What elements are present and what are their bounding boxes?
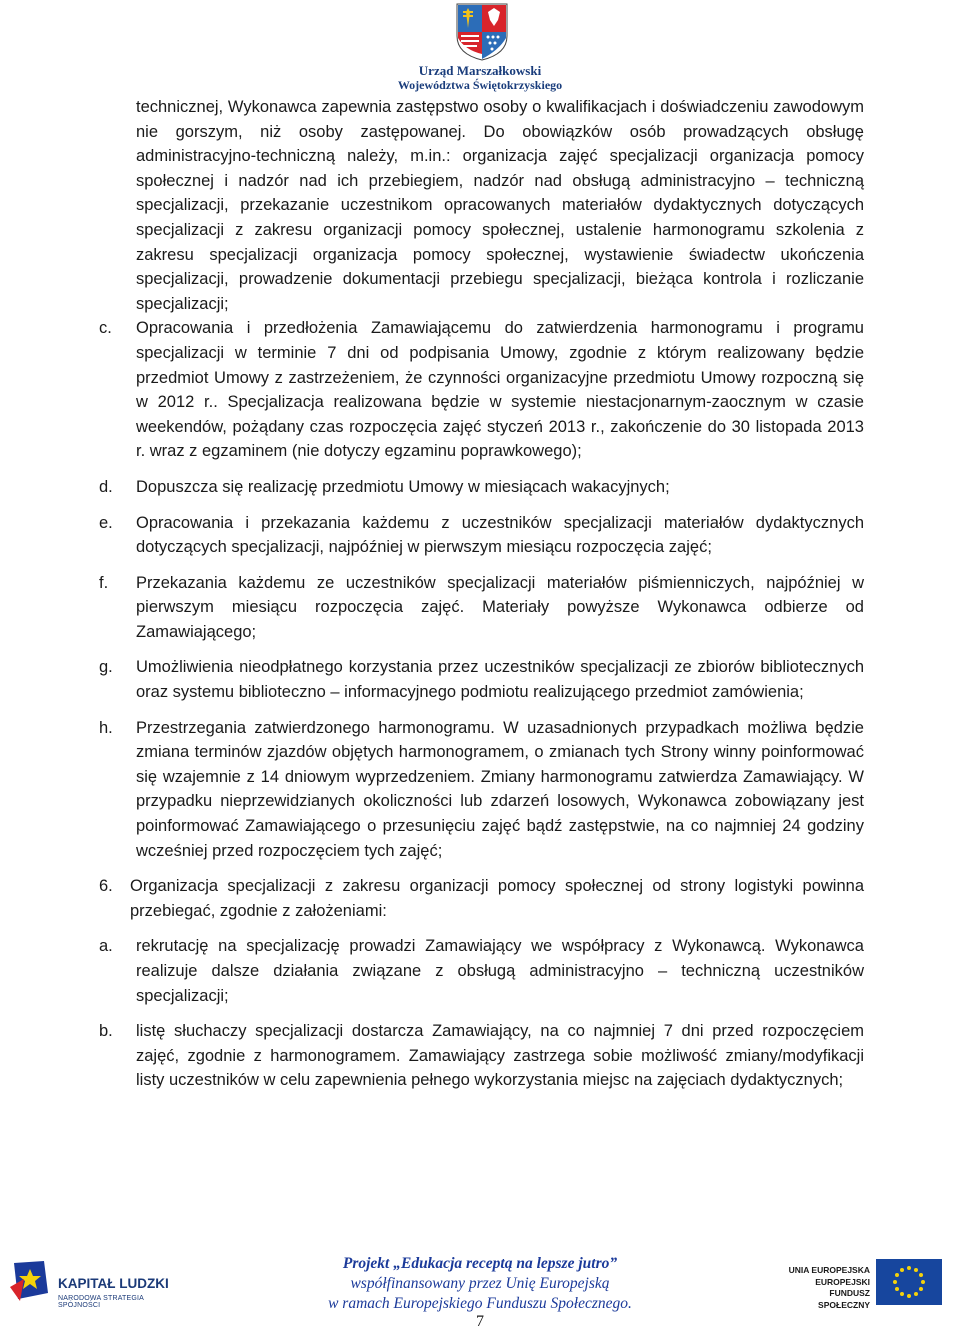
list-marker: a. [99,937,113,956]
project-cofinance: współfinansowany przez Unię Europejską [350,1275,610,1292]
eu-line-2: EUROPEJSKI [815,1276,870,1287]
list-marker: g. [99,658,113,677]
list-item [99,1019,864,1093]
coat-of-arms-icon [455,2,509,62]
list-logistics [99,934,864,1093]
list-item-text: Dopuszcza się realizację przedmiotu Umowy w miesiącach wakacyjnych; [136,477,670,496]
list-item [99,934,864,1008]
list-item-text: rekrutację na specjalizację prowadzi Zamawiający we współpracy z Wykonawcą. Wykonawca realizuje dalsze działania związane z obsługą administracyjno – techniczną uczestników specjalizacji; [136,937,864,1005]
kl-subtitle: NARODOWA STRATEGIA SPÓJNOŚCI [58,1295,144,1309]
page-header [0,0,960,96]
document-body [99,95,864,1104]
list-item-text: Przekazania każdemu ze uczestników specjalizacji materiałów piśmienniczych, najpóźniej w pierwszym miesiącu rozpoczęcia zajęć. Materiały powyższe Wykonawca odbierze od Zamawiającego; [136,573,864,641]
list-item [99,571,864,645]
eu-logo [776,1259,946,1319]
project-title: Projekt „Edukacja receptą na lepsze jutro” [342,1255,618,1272]
list-marker: f. [99,573,109,592]
section-6 [99,874,864,923]
list-obligations [99,316,864,863]
list-marker: d. [99,477,113,496]
list-item [99,316,864,464]
list-item-text: listę słuchaczy specjalizacji dostarcza Zamawiający, na co najmniej 7 dni przed rozpoczęciem zajęć, zgodnie z harmonogramem. Zamawiający zastrzega sobie możliwość zmiany/modyfikacji listy uczestników w celu zapewnienia pełnego wykorzystania miejsc na zajęciach dydaktycznych; [136,1022,864,1090]
list-item-text: Opracowania i przedłożenia Zamawiającemu do zatwierdzenia harmonogramu i programu specjalizacji w terminie 7 dni od podpisania Umowy, zgodnie z którym realizowany będzie przedmiot Umowy z zastrzeżeniem, że czynności organizacyjne przedmiotu Umowy rozpoczną się w 2012 r.. Specjalizacja realizowana będzie w systemie niestacjonarnym-zaocznym w czasie weekendów, pożądany czas rozpoczęcia zajęć styczeń 2013 r., zakończenie do 30 listopada 2013 r. wraz z egzaminem (nie dotyczy egzaminu poprawkowego); [136,319,864,461]
list-marker: h. [99,718,113,737]
list-marker: e. [99,513,113,532]
intro-paragraph: technicznej, Wykonawca zapewnia zastępstwo osoby o kwalifikacjach i doświadczeniu zawodowym nie gorszym, niż osoby zastępowanej. Do obowiązków osób prowadzących obsługę administracyjno-techniczną należy, m.in.: organizacja zajęć specjalizacji organizacja pomocy społecznej i nadzór nad ich przebiegiem, nadzór nad obsługą administracyjno – techniczną specjalizacji, przekazanie uczestnikom opracowanych materiałów dydaktycznych dotyczących specjalizacji z zakresu organizacji pomocy społecznej, ustalenie harmonogramu szkolenia z zakresu specjalizacji organizacja pomocy społecznej, wystawienie świadectw ukończenia specjalizacji, prowadzenie dokumentacji przebiegu specjalizacji, bieżąca kontrola i rozliczanie specjalizacji; [136,98,864,313]
institution-region: Województwa Świętokrzyskiego [397,78,563,92]
list-item [99,716,864,864]
list-item [99,511,864,560]
eu-text [776,1265,870,1311]
project-fund: w ramach Europejskiego Funduszu Społecznego. [328,1295,632,1312]
list-marker: b. [99,1022,113,1041]
list-item [99,475,864,500]
list-item-text: Opracowania i przekazania każdemu z uczestników specjalizacji materiałów dydaktycznych dotyczących specjalizacji, najpóźniej w pierwszym miesiącu rozpoczęcia zajęć; [136,513,864,557]
list-item-text: Przestrzegania zatwierdzonego harmonogramu. W uzasadnionych przypadkach możliwa będzie zmiana terminów zjazdów objętych harmonogramem, o zmianach tych Strony winny poinformować się wzajemnie z 14 dniowym wyprzedzeniem. Zmiany harmonogramu zatwierdza Zamawiający. W przypadku nieprzewidzianych okoliczności lub zdarzeń losowych, Wykonawca zobowiązany jest poinformować Zamawiającego o przesunięciu zajęć bądź zastępstwie, na co najmniej 24 godziny wcześniej przed rozpoczęciem tych zajęć; [136,718,864,860]
institution-name: Urząd Marszałkowski [418,63,542,78]
eu-line-3: FUNDUSZ SPOŁECZNY [818,1288,870,1310]
eu-flag-icon [876,1259,942,1305]
list-item [99,655,864,704]
page-number: 7 [476,1313,484,1330]
section-6-text: Organizacja specjalizacji z zakresu organizacji pomocy społecznej od strony logistyki powinna przebiegać, zgodnie z założeniami: [130,877,864,920]
kl-title: KAPITAŁ LUDZKI [58,1276,169,1291]
section-number: 6. [99,877,113,896]
list-marker: c. [99,319,112,338]
eu-line-1: UNIA EUROPEJSKA [788,1265,870,1275]
list-item-text: Umożliwienia nieodpłatnego korzystania przez uczestników specjalizacji ze zbiorów bibliotecznych oraz systemu biblioteczno – informacyjnego podmiotu realizującego przedmiot zamówienia; [136,658,864,702]
